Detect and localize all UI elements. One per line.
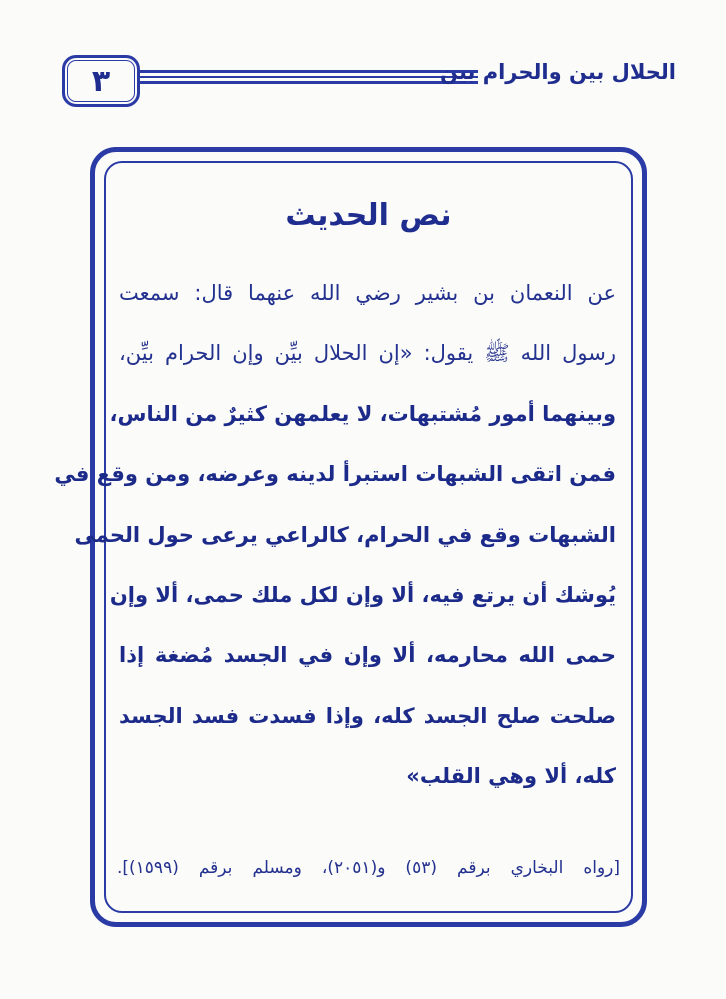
- hadith-line: كله، ألا وهي القلب»: [406, 764, 616, 789]
- hadith-line: يُوشك أن يرتع فيه، ألا وإن لكل ملك حمى، ألا وإن: [109, 582, 616, 607]
- hadith-line: وبينهما أمور مُشتبهات، لا يعلمهن كثيرٌ من الناس،: [109, 401, 616, 426]
- hadith-line: رسول الله ﷺ يقول: «إن الحلال بيِّن وإن الحرام بيِّن،: [119, 341, 616, 366]
- hadith-line: فمن اتقى الشبهات استبرأ لدينه وعرضه، ومن وقع في: [54, 462, 616, 487]
- hadith-line: الشبهات وقع في الحرام، كالراعي يرعى حول الحمى: [74, 522, 616, 547]
- header-rule-line: [140, 81, 478, 84]
- hadith-line: حمى الله محارمه، ألا وإن في الجسد مُضغة إذا: [119, 643, 616, 668]
- header-rule: [140, 70, 478, 86]
- running-title: الحلال بين والحرام بين: [440, 60, 676, 84]
- hadith-line: عن النعمان بن بشير رضي الله عنهما قال: سمعت: [119, 281, 616, 305]
- hadith-frame: [54, 147, 647, 927]
- header-rule-line: [140, 70, 478, 73]
- hadith-text: [54, 278, 616, 822]
- header-rule-line: [140, 76, 478, 78]
- page-number: ٣: [62, 55, 140, 107]
- hadith-title: نص الحديث: [285, 198, 452, 233]
- hadith-line: صلحت صلح الجسد كله، وإذا فسدت فسد الجسد: [119, 703, 616, 728]
- hadith-source-citation: [رواه البخاري برقم (٥٣) و(٢٠٥١)، ومسلم برقم (١٥٩٩)].: [117, 858, 621, 878]
